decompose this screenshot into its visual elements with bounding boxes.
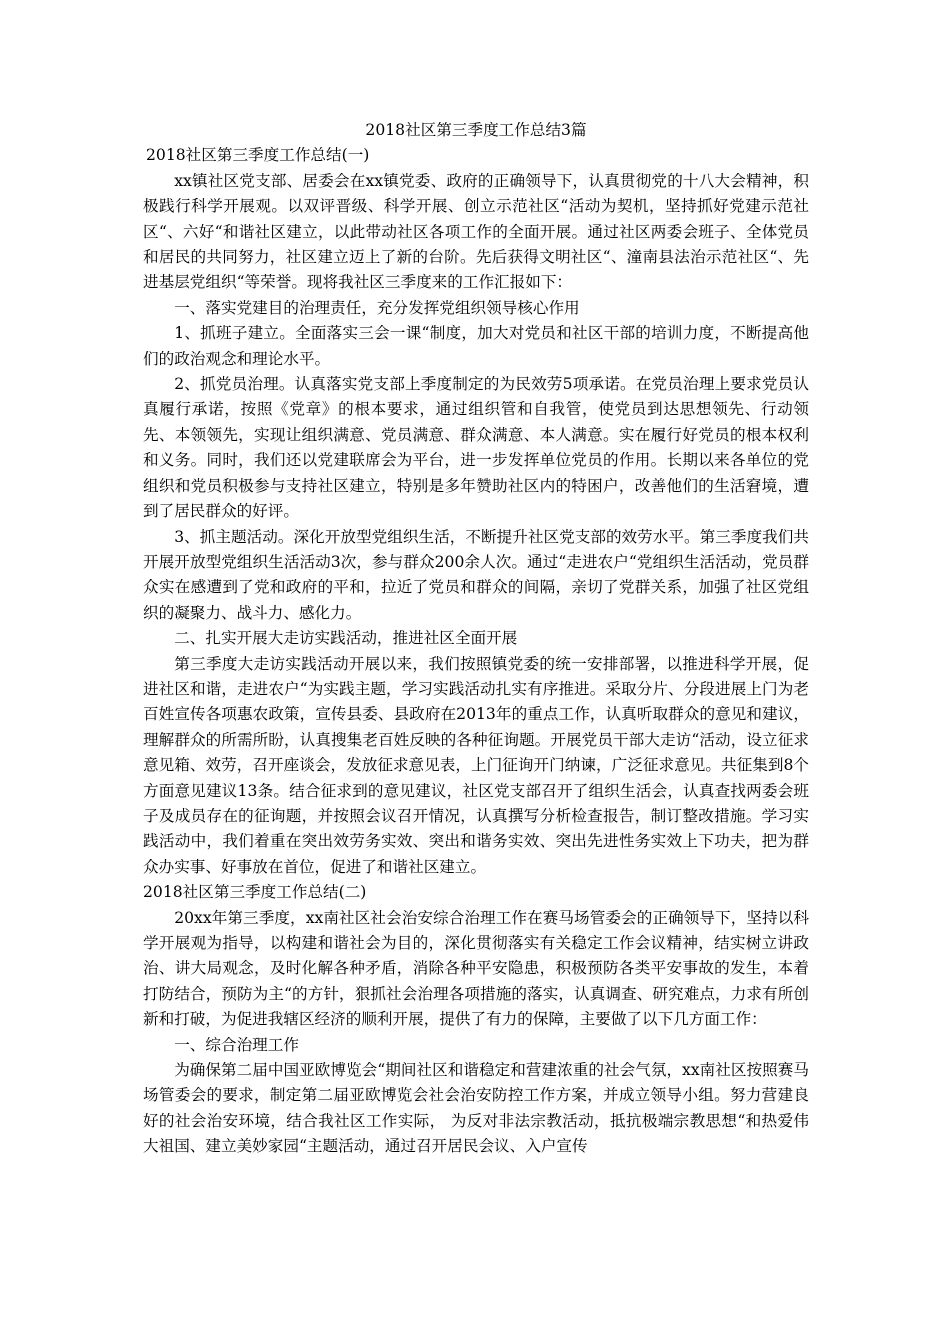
subheading: 一、落实党建目的治理责任，充分发挥党组织领导核心作用 [174, 298, 580, 317]
subheading: 二、扎实开展大走访实践活动，推进社区全面开展 [174, 629, 518, 648]
paragraph: 为确保第二届中国亚欧博览会“期间社区和谐稳定和营建浓重的社会气氛，xx南社区按照赛马场管委会的要求，制定第二届亚欧博览会社会治安防控工作方案，并成立领导小组。努力营建良好的社会治安环境，结合我社区工作实际， 为反对非法宗教活动，抵抗极端宗教思想“和热爱伟大祖国、建立美妙家园“主题活动，通过召开居民会议、入户宣传 [143, 1061, 809, 1156]
paragraph: 1、抓班子建立。全面落实三会一课“制度，加大对党员和社区干部的培训力度，不断提高他们的政治观念和理论水平。 [143, 324, 809, 368]
section-heading-1: 2018社区第三季度工作总结(一) [146, 146, 370, 165]
document-page [143, 118, 809, 1160]
subheading: 一、综合治理工作 [174, 1035, 299, 1054]
paragraph: 3、抓主题活动。深化开放型党组织生活，不断提升社区党支部的效劳水平。第三季度我们共开展开放型党组织生活活动3次，参与群众200余人次。通过“走进农户“党组织生活活动，党员群众实在感遭到了党和政府的平和，拉近了党员和群众的间隔，亲切了党群关系，加强了社区党组织的凝聚力、战斗力、感化力。 [143, 527, 809, 622]
section-heading-2: 2018社区第三季度工作总结(二) [143, 883, 367, 902]
paragraph: 2、抓党员治理。认真落实党支部上季度制定的为民效劳5项承诺。在党员治理上要求党员认真履行承诺，按照《党章》的根本要求，通过组织管和自我管，使党员到达思想领先、行动领先、本领领先，实现让组织满意、党员满意、群众满意、本人满意。实在履行好党员的根本权利和义务。同时，我们还以党建联席会为平台，进一步发挥单位党员的作用。长期以来各单位的党组织和党员积极参与支持社区建立，特别是多年赞助社区内的特困户，改善他们的生活窘境，遭到了居民群众的好评。 [143, 375, 809, 521]
paragraph: 20xx年第三季度，xx南社区社会治安综合治理工作在赛马场管委会的正确领导下，坚持以科学开展观为指导，以构建和谐社会为目的，深化贯彻落实有关稳定工作会议精神，结实树立讲政治、讲大局观念，及时化解各种矛盾，消除各种平安隐患，积极预防各类平安事故的发生，本着打防结合，预防为主“的方针，狠抓社会治理各项措施的落实，认真调查、研究难点，力求有所创新和打破，为促进我辖区经济的顺利开展，提供了有力的保障，主要做了以下几方面工作： [143, 908, 809, 1029]
document-title: 2018社区第三季度工作总结3篇 [365, 121, 587, 139]
paragraph: 第三季度大走访实践活动开展以来，我们按照镇党委的统一安排部署，以推进科学开展，促进社区和谐，走进农户“为实践主题，学习实践活动扎实有序推进。采取分片、分段进展上门为老百姓宣传各项惠农政策，宣传县委、县政府在2013年的重点工作，认真听取群众的意见和建议，理解群众的所需所盼，认真搜集老百姓反映的各种征询题。开展党员干部大走访“活动，设立征求意见箱、效劳，召开座谈会，发放征求意见表，上门征询开门纳谏，广泛征求意见。共征集到8个方面意见建议13条。结合征求到的意见建议，社区党支部召开了组织生活会，认真查找两委会班子及成员存在的征询题，并按照会议召开情况，认真撰写分析检查报告，制订整改措施。学习实践活动中，我们着重在突出效劳务实效、突出和谐务实效、突出先进性务实效上下功夫，把为群众办实事、好事放在首位，促进了和谐社区建立。 [143, 654, 809, 876]
paragraph: xx镇社区党支部、居委会在xx镇党委、政府的正确领导下，认真贯彻党的十八大会精神，积极践行科学开展观。以双评晋级、科学开展、创立示范社区“活动为契机，坚持抓好党建示范社区“、六好“和谐社区建立，以此带动社区各项工作的全面开展。通过社区两委会班子、全体党员和居民的共同努力，社区建立迈上了新的台阶。先后获得文明社区“、潼南县法治示范社区“、先进基层党组织“等荣誉。现将我社区三季度来的工作汇报如下： [143, 171, 809, 292]
